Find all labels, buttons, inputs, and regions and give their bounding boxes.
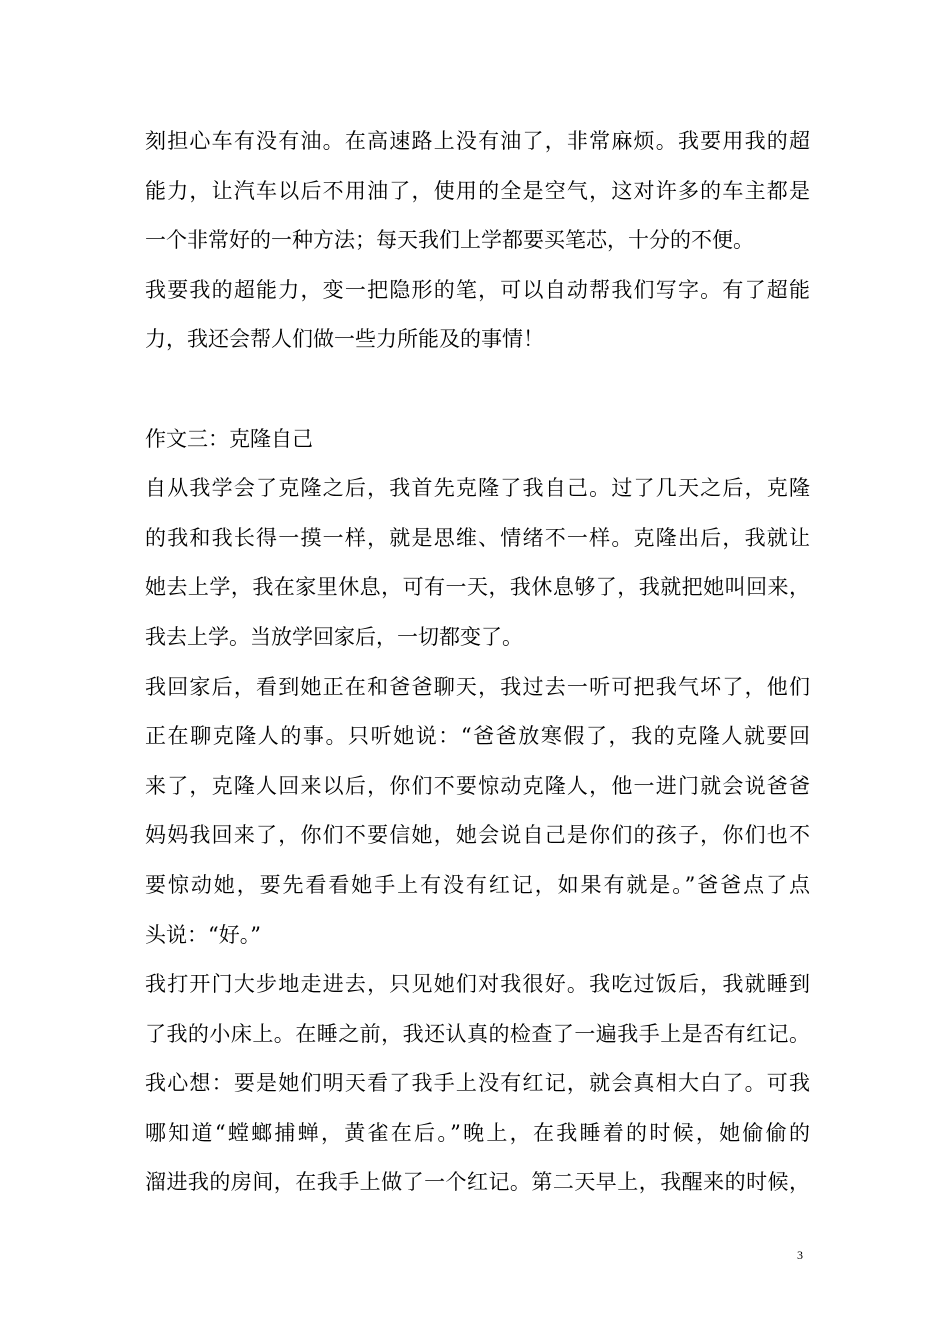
text-line: 力，我还会帮人们做一些力所能及的事情！ <box>145 327 544 352</box>
text-line: 溜进我的房间，在我手上做了一个红记。第二天早上，我醒来的时候， <box>145 1170 810 1195</box>
text-line: 来了，克隆人回来以后，你们不要惊动克隆人，他一进门就会说爸爸 <box>145 773 810 798</box>
text-line: 一个非常好的一种方法；每天我们上学都要买笔芯，十分的不便。 <box>145 228 754 253</box>
text-line: 我心想：要是她们明天看了我手上没有红记，就会真相大白了。可我 <box>145 1071 810 1096</box>
text-line: 我去上学。当放学回家后，一切都变了。 <box>145 624 523 649</box>
text-line: 妈妈我回来了，你们不要信她，她会说自己是你们的孩子，你们也不 <box>145 823 810 848</box>
essay-title: 作文三：克隆自己 <box>145 426 313 451</box>
text-line: 自从我学会了克隆之后，我首先克隆了我自己。过了几天之后，克隆 <box>145 476 810 501</box>
text-line: 我要我的超能力，变一把隐形的笔，可以自动帮我们写字。有了超能 <box>145 277 810 302</box>
text-line: 刻担心车有没有油。在高速路上没有油了，非常麻烦。我要用我的超 <box>145 129 810 153</box>
paragraph-5 <box>145 960 810 1208</box>
text-line: 我打开门大步地走进去，只见她们对我很好。我吃过饭后，我就睡到 <box>145 972 810 997</box>
paragraph-4 <box>145 663 810 961</box>
paragraph-1 <box>145 117 810 266</box>
text-line: 的我和我长得一摸一样，就是思维、情绪不一样。克隆出后，我就让 <box>145 525 810 550</box>
paragraph-2 <box>145 266 810 365</box>
text-line: 我回家后，看到她正在和爸爸聊天，我过去一听可把我气坏了，他们 <box>145 674 810 699</box>
blank-line <box>145 365 810 415</box>
text-line: 正在聊克隆人的事。只听她说：“爸爸放寒假了，我的克隆人就要回 <box>145 724 810 749</box>
text-line: 她去上学，我在家里休息，可有一天，我休息够了，我就把她叫回来， <box>145 575 810 600</box>
text-line: 要惊动她，要先看看她手上有没有红记，如果有就是。”爸爸点了点 <box>145 872 810 897</box>
paragraph-3 <box>145 464 810 662</box>
text-line: 头说：“好。” <box>145 922 261 947</box>
text-line: 能力，让汽车以后不用油了，使用的全是空气，这对许多的车主都是 <box>145 178 810 203</box>
page-number: 3 <box>797 1248 803 1262</box>
text-line: 了我的小床上。在睡之前，我还认真的检查了一遍我手上是否有红记。 <box>145 1021 810 1046</box>
text-line: 哪知道“螳螂捕蝉，黄雀在后。”晚上，在我睡着的时候，她偷偷的 <box>145 1120 810 1145</box>
document-page <box>145 117 810 1208</box>
